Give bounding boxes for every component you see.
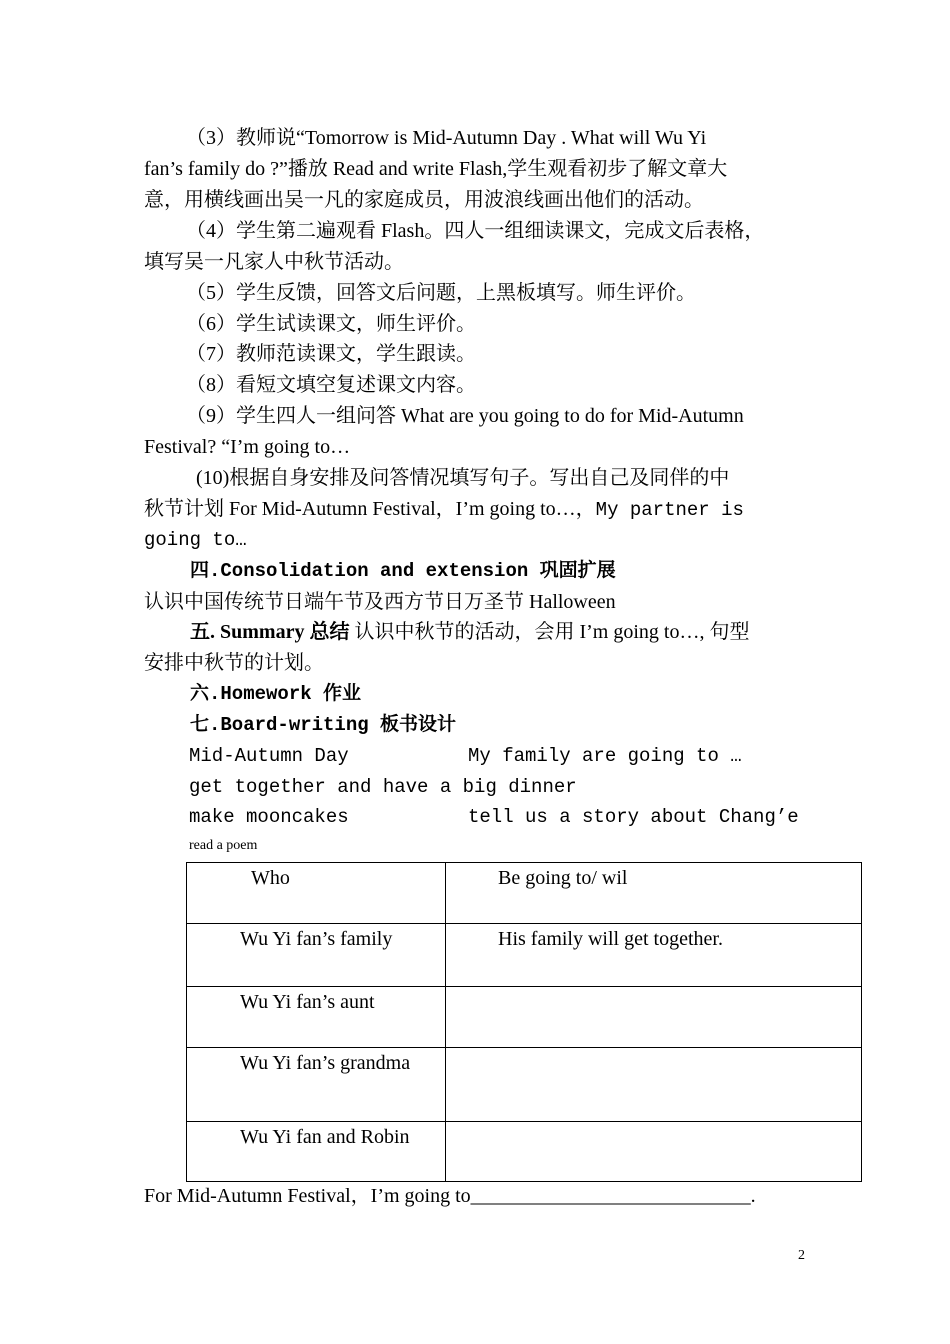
section-4-heading: 四.Consolidation and extension 巩固扩展 bbox=[190, 560, 616, 582]
table-cell-plan bbox=[446, 1122, 862, 1182]
step-10-line-1: (10)根据自身安排及问答情况填写句子。写出自己及同伴的中 bbox=[196, 467, 730, 489]
table-row bbox=[187, 1122, 862, 1182]
step-4-line-1: （4）学生第二遍观看 Flash。四人一组细读课文，完成文后表格， bbox=[186, 220, 765, 242]
step-7: （7）教师范读课文，学生跟读。 bbox=[186, 343, 476, 365]
board-row-3-right: tell us a story about Chang’e bbox=[468, 806, 799, 828]
step-10-text: 秋节计划 For Mid-Autumn Festival，I’m going to…， bbox=[144, 498, 596, 520]
step-10-line-3: going to… bbox=[144, 529, 247, 551]
board-row-4: read a poem bbox=[189, 838, 258, 853]
table-header-row bbox=[187, 863, 862, 924]
step-9-line-1: （9）学生四人一组问答 What are you going to do for Mid-Autumn bbox=[186, 405, 744, 427]
table-cell-plan bbox=[446, 987, 862, 1048]
table-cell-who: Wu Yi fan and Robin bbox=[187, 1122, 446, 1182]
step-9-line-2: Festival? “I’m going to… bbox=[144, 436, 351, 458]
step-3-line-3: 意，用横线画出吴一凡的家庭成员，用波浪线画出他们的活动。 bbox=[144, 189, 704, 211]
homework-heading: 六.Homework 作业 bbox=[190, 683, 362, 705]
table-cell-who: Wu Yi fan’s family bbox=[187, 924, 446, 987]
step-6: （6）学生试读课文，师生评价。 bbox=[186, 313, 476, 335]
table-row bbox=[187, 987, 862, 1048]
step-3-line-2: fan’s family do ?”播放 Read and write Flash,学生观看初步了解文章大 bbox=[144, 158, 728, 180]
board-row-2: get together and have a big dinner bbox=[189, 776, 577, 798]
plan-sentence-blank: ____________________________. bbox=[470, 1185, 756, 1207]
board-row-1-right: My family are going to … bbox=[468, 745, 742, 767]
step-10-line-2 bbox=[144, 497, 744, 522]
table-header-plan: Be going to/ wil bbox=[446, 863, 862, 924]
section-5-line-1 bbox=[190, 620, 749, 644]
page-number: 2 bbox=[798, 1248, 805, 1263]
step-5: （5）学生反馈，回答文后问题，上黑板填写。师生评价。 bbox=[186, 282, 696, 304]
board-row-3-left: make mooncakes bbox=[189, 806, 349, 828]
summary-heading: 五. Summary 总结 bbox=[190, 621, 350, 643]
table-row bbox=[187, 1048, 862, 1122]
step-4-line-2: 填写吴一凡家人中秋节活动。 bbox=[144, 251, 404, 273]
table-cell-plan bbox=[446, 1048, 862, 1122]
board-row-1-left: Mid-Autumn Day bbox=[189, 745, 349, 767]
plan-sentence bbox=[144, 1184, 756, 1208]
summary-text: 认识中秋节的活动，会用 I’m going to…, 句型 bbox=[349, 621, 750, 643]
section-5-line-2: 安排中秋节的计划。 bbox=[144, 652, 324, 674]
step-3-line-1: （3）教师说“Tomorrow is Mid-Autumn Day . What will Wu Yi bbox=[186, 127, 707, 149]
table-cell-who: Wu Yi fan’s aunt bbox=[187, 987, 446, 1048]
table-cell-plan: His family will get together. bbox=[446, 924, 862, 987]
table-header-who: Who bbox=[187, 863, 446, 924]
plan-sentence-text: For Mid-Autumn Festival，I’m going to bbox=[144, 1185, 471, 1207]
step-10-mono-text: My partner is bbox=[595, 499, 744, 521]
step-8: （8）看短文填空复述课文内容。 bbox=[186, 374, 476, 396]
board-writing-heading: 七.Board-writing 板书设计 bbox=[190, 714, 457, 736]
section-4-text: 认识中国传统节日端午节及西方节日万圣节 Halloween bbox=[144, 591, 616, 613]
table-cell-who: Wu Yi fan’s grandma bbox=[187, 1048, 446, 1122]
activity-table bbox=[186, 862, 862, 1182]
table-row bbox=[187, 924, 862, 987]
